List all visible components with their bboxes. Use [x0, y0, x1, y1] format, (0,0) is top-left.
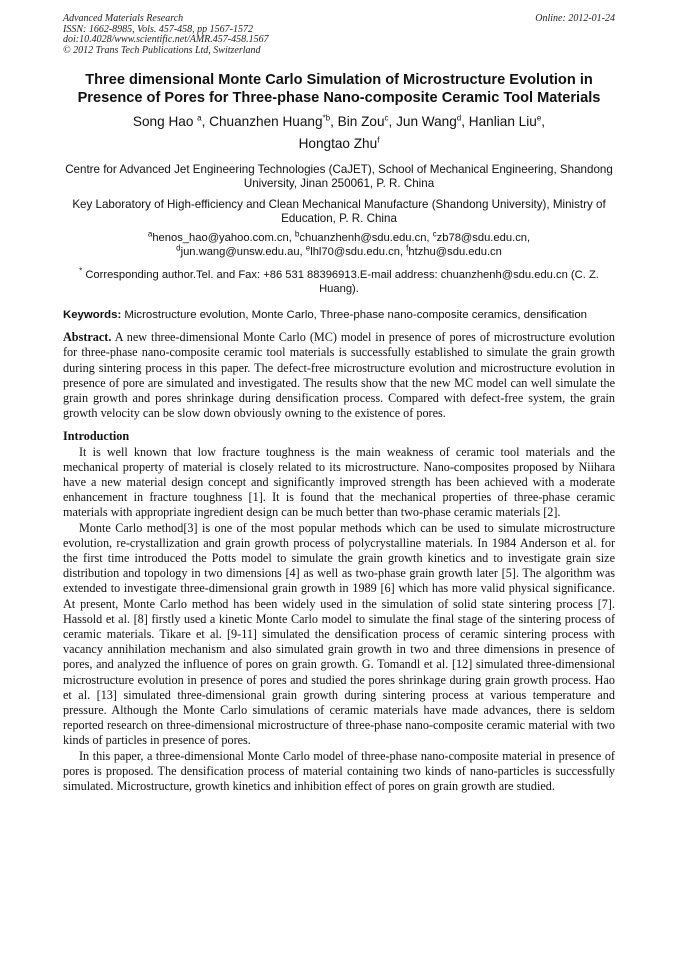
email-mark: d: [176, 243, 181, 253]
keywords-block: [63, 308, 615, 323]
author-mark: e: [536, 113, 542, 123]
author-list: [63, 111, 615, 155]
doi-line: doi:10.4028/www.scientific.net/AMR.457-458.1567: [63, 34, 269, 46]
author-mark: d: [456, 113, 462, 123]
email-address: jun.wang@unsw.edu.au,: [180, 246, 306, 258]
author-mark: a: [197, 113, 202, 123]
issn-line: ISSN: 1662-8985, Vols. 457-458, pp 1567-1572: [63, 23, 253, 35]
author-name: , Bin Zou: [330, 113, 385, 129]
intro-paragraph-3: In this paper, a three-dimensional Monte Carlo model of three-phase nano-composite material in presence of pores is proposed. The densification process of material containing two kinds of nano-particles is successfully simulated. Microstructure, growth kinetics and inhibition effect of pores on grain growth are studied.: [63, 748, 615, 794]
author-mark: *b: [322, 113, 331, 123]
corresponding-text: Corresponding author.Tel. and Fax: +86 531 88396913.E-mail address: chuanzhenh@sdu.edu.cn (C. Z. Huang).: [82, 268, 599, 295]
author-name: Hongtao Zhu: [298, 135, 378, 151]
copyright-line: © 2012 Trans Tech Publications Ltd, Switzerland: [63, 44, 261, 56]
author-name: , Jun Wang: [388, 113, 457, 129]
abstract-block: [63, 330, 615, 421]
email-mark: e: [305, 243, 311, 253]
online-date: Online: 2012-01-24: [535, 13, 615, 24]
email-list: [63, 229, 615, 259]
author-mark: c: [384, 113, 389, 123]
email-address: lhl70@sdu.edu.cn,: [310, 246, 407, 258]
email-mark: a: [147, 229, 153, 239]
affiliation-2: Key Laboratory of High-efficiency and Clean Mechanical Manufacture (Shandong University), Ministry of Education, P. R. China: [72, 197, 606, 225]
author-name: , Hanlian Liu: [461, 113, 537, 129]
intro-paragraph-2: Monte Carlo method[3] is one of the most popular methods which can be used to simulate microstructure evolution, re-crystallization and grain growth process of polycrystalline materials. In 1984 Anderson et al. for the first time introduced the Potts model to simulate the grain growth kinetics and to investigate grain size distribution and topology in two dimensions [4] as well as two-phase grain growth later [5]. The algorithm was extended to investigate three-dimensional grain growth in 1989 [6] which has more valid physical significance. At present, Monte Carlo method has been widely used in the simulation of solid state sintering process [7]. Hassold et al. [8] firstly used a kinetic Monte Carlo model to simulate the final stage of the sintering process of ceramic materials. Tikare et al. [9-11] simulated the densification process of ceramic sintering process with vacancy annihilation mechanism and also simulated grain growth in two and three dimensions in presence of pores, and analyzed the influence of pores on grain growth. G. Tomandl et al. [12] simulated three-dimensional microstructure evolution in presence of pores and studied the pores shrinkage during grain growth process. Hao et al. [13] simulated three-dimensional grain growth during sintering process at various temperature and pressure. Although the Monte Carlo simulations of ceramic materials have made advances, there is seldom reported research on three-dimensional microstructure of three-phase nano-composite ceramic material with two kinds of particles in presence of pores.: [63, 520, 615, 748]
email-mark: b: [294, 229, 300, 239]
affiliation-1: Centre for Advanced Jet Engineering Technologies (CaJET), School of Mechanical Engineering, Shandong University, Jinan 250061, P. R. China: [65, 162, 613, 191]
journal-header: [63, 14, 615, 56]
journal-name: Advanced Materials Research: [63, 13, 184, 24]
email-mark: c: [432, 229, 437, 239]
author-name: , Chuanzhen Huang: [201, 113, 323, 129]
abstract-label: Abstract.: [63, 330, 112, 345]
email-mark: f: [406, 243, 409, 253]
keywords-label: Keywords:: [63, 308, 122, 321]
author-mark: f: [377, 135, 380, 145]
email-address: zb78@sdu.edu.cn,: [436, 232, 531, 245]
email-address: htzhu@sdu.edu.cn: [408, 246, 502, 258]
paper-title: Three dimensional Monte Carlo Simulation of Microstructure Evolution in Presence of Pores for Three-phase Nano-composite Ceramic Tool Materials: [77, 72, 601, 106]
corresponding-mark: *: [79, 265, 83, 275]
section-heading-introduction: Introduction: [63, 429, 130, 444]
author-name: Song Hao: [132, 113, 198, 129]
abstract-text: A new three-dimensional Monte Carlo (MC) model in presence of pores of microstructure evolution for three-phase nano-composite ceramic tool materials is successfully established to simulate the grain growth during sintering process in this paper. The defect-free microstructure evolution and microstructure evolution in presence of pore are simulated and investigated. The results show that the new MC model can well simulate the grain growth and pores shrinkage during densification process. Compared with defect-free system, the grain growth velocity can be slow down obviously owning to the existence of pores.: [63, 330, 615, 421]
corresponding-author-note: [63, 265, 615, 296]
author-separator: ,: [541, 113, 546, 129]
email-address: henos_hao@yahoo.com.cn,: [152, 232, 295, 245]
keywords-text: Microstructure evolution, Monte Carlo, Three-phase nano-composite ceramics, densification: [121, 308, 587, 321]
intro-paragraph-1: It is well known that low fracture toughness is the main weakness of ceramic tool materials and the mechanical property of material is closely related to its microstructure. Nano-composites proposed by Niihara have a new material design concept and significantly improved strength has been achieved with a moderate enhancement in fracture toughness [1]. It is found that the mechanical properties of three-phase ceramic materials with appropriate ingredient design can be much better than two-phase ceramic materials [2].: [63, 444, 615, 520]
email-address: chuanzhenh@sdu.edu.cn,: [299, 232, 433, 245]
